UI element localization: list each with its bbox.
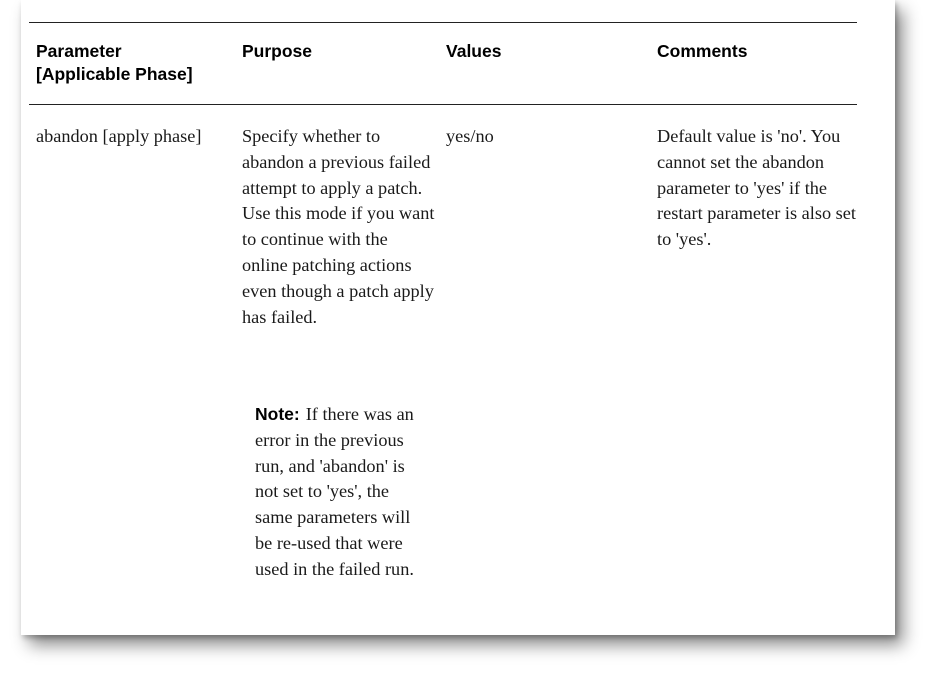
header-rule bbox=[29, 104, 857, 105]
header-parameter: Parameter [Applicable Phase] bbox=[36, 41, 193, 84]
cell-parameter: abandon [apply phase] bbox=[36, 126, 202, 146]
cell-values: yes/no bbox=[446, 126, 494, 146]
header-values: Values bbox=[446, 41, 502, 61]
document-page bbox=[21, 0, 895, 635]
header-purpose: Purpose bbox=[242, 41, 313, 61]
note-text: If there was an error in the previous run, and 'abandon' is not set to 'yes', the same parameters will be re-used that were used in the failed run. bbox=[255, 404, 414, 579]
cell-comments: Default value is 'no'. You cannot set the abandon parameter to 'yes' if the restart parameter is also set to 'yes'. bbox=[657, 126, 856, 250]
table-top-rule bbox=[29, 22, 857, 23]
purpose-note bbox=[255, 402, 425, 583]
header-comments: Comments bbox=[657, 41, 748, 61]
note-label: Note: bbox=[255, 404, 300, 424]
cell-purpose: Specify whether to abandon a previous failed attempt to apply a patch. Use this mode if you want to continue with the online patching actions even though a patch apply has failed. bbox=[242, 126, 435, 327]
